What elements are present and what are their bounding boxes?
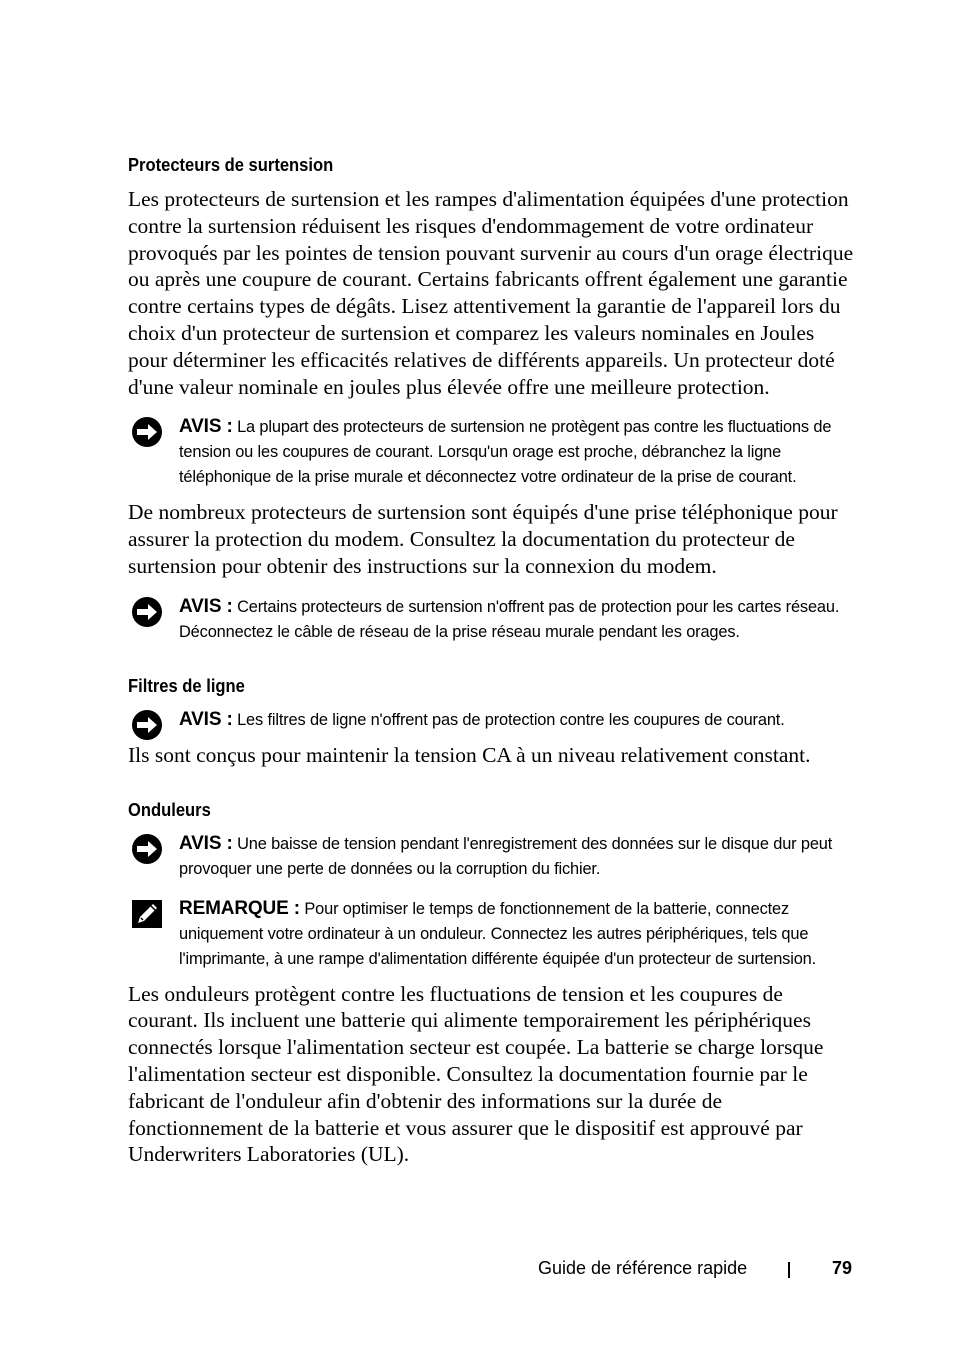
- notice-text: Certains protecteurs de surtension n'offrent pas de protection pour les cartes réseau. Déconnectez le câble de réseau de la prise réseau murale pendant les orages.: [179, 597, 840, 641]
- notice-ups: [128, 831, 858, 882]
- page-footer: [538, 1255, 852, 1281]
- notice-surge-1: [128, 414, 858, 490]
- notice-arrow-icon: [131, 709, 163, 741]
- notice-label: AVIS :: [179, 832, 233, 854]
- note-text: Pour optimiser le temps de fonctionnement de la batterie, connectez uniquement votre ordinateur à un onduleur. Connectez les autres périphériques, tels que l'imprimante, à une rampe d'alimentation différente équipée d'un protecteur de surtension.: [179, 899, 817, 968]
- heading-line-filters: Filtres de ligne: [128, 675, 245, 696]
- note-label: REMARQUE :: [179, 897, 300, 919]
- notice-arrow-icon: [131, 833, 163, 865]
- footer-title: Guide de référence rapide: [538, 1258, 748, 1278]
- notice-surge-2: [128, 594, 858, 645]
- heading-surge-protectors: Protecteurs de surtension: [128, 155, 334, 175]
- page-content: [128, 152, 858, 1168]
- note-ups: [128, 896, 858, 972]
- notice-arrow-icon: [131, 416, 163, 448]
- note-pencil-icon: [131, 898, 163, 930]
- paragraph-line-filters: Ils sont conçus pour maintenir la tension CA à un niveau relativement constant.: [128, 742, 811, 767]
- notice-arrow-icon: [131, 596, 163, 628]
- notice-text: Les filtres de ligne n'offrent pas de protection contre les coupures de courant.: [237, 710, 785, 729]
- notice-line-filters: [128, 707, 858, 733]
- notice-label: AVIS :: [179, 416, 233, 438]
- heading-ups: Onduleurs: [128, 799, 211, 820]
- footer-separator: [788, 1262, 790, 1278]
- paragraph-surge-modem: De nombreux protecteurs de surtension sont équipés d'une prise téléphonique pour assurer la protection du modem. Consultez la documentation du protecteur de surtension pour obtenir des instructions sur la connexion du modem.: [128, 500, 838, 578]
- notice-label: AVIS :: [179, 708, 233, 730]
- paragraph-ups: Les onduleurs protègent contre les fluctuations de tension et les coupures de courant. Ils incluent une batterie qui alimente temporairement les périphériques connectés lorsque l'alimentation secteur est coupée. La batterie se charge lorsque l'alimentation secteur est disponible. Consultez la documentation fournie par le fabricant de l'onduleur afin d'obtenir des informations sur la durée de fonctionnement de la batterie et vous assurer que le dispositif est approuvé par Underwriters Laboratories (UL).: [128, 981, 824, 1167]
- paragraph-surge-intro: Les protecteurs de surtension et les rampes d'alimentation équipées d'une protection contre la surtension réduisent les risques d'endommagement de votre ordinateur provoqués par les pointes de tension pouvant survenir au cours d'un orage électrique ou après une coupure de courant. Certains fabricants offrent également une garantie contre certains types de dégâts. Lisez attentivement la garantie de l'appareil lors du choix d'un protecteur de surtension et comparez les valeurs nominales en Joules pour déterminer les efficacités relatives de différents appareils. Un protecteur doté d'une valeur nominale en joules plus élevée offre une meilleure protection.: [128, 187, 854, 399]
- page-number: 79: [831, 1258, 852, 1278]
- notice-label: AVIS :: [179, 595, 233, 617]
- notice-text: La plupart des protecteurs de surtension ne protègent pas contre les fluctuations de tension ou les coupures de courant. Lorsqu'un orage est proche, débranchez la ligne téléphonique de la prise murale et déconnectez votre ordinateur de la prise de courant.: [179, 418, 832, 487]
- notice-text: Une baisse de tension pendant l'enregistrement des données sur le disque dur peut provoquer une perte de données ou la corruption du fichier.: [179, 834, 833, 878]
